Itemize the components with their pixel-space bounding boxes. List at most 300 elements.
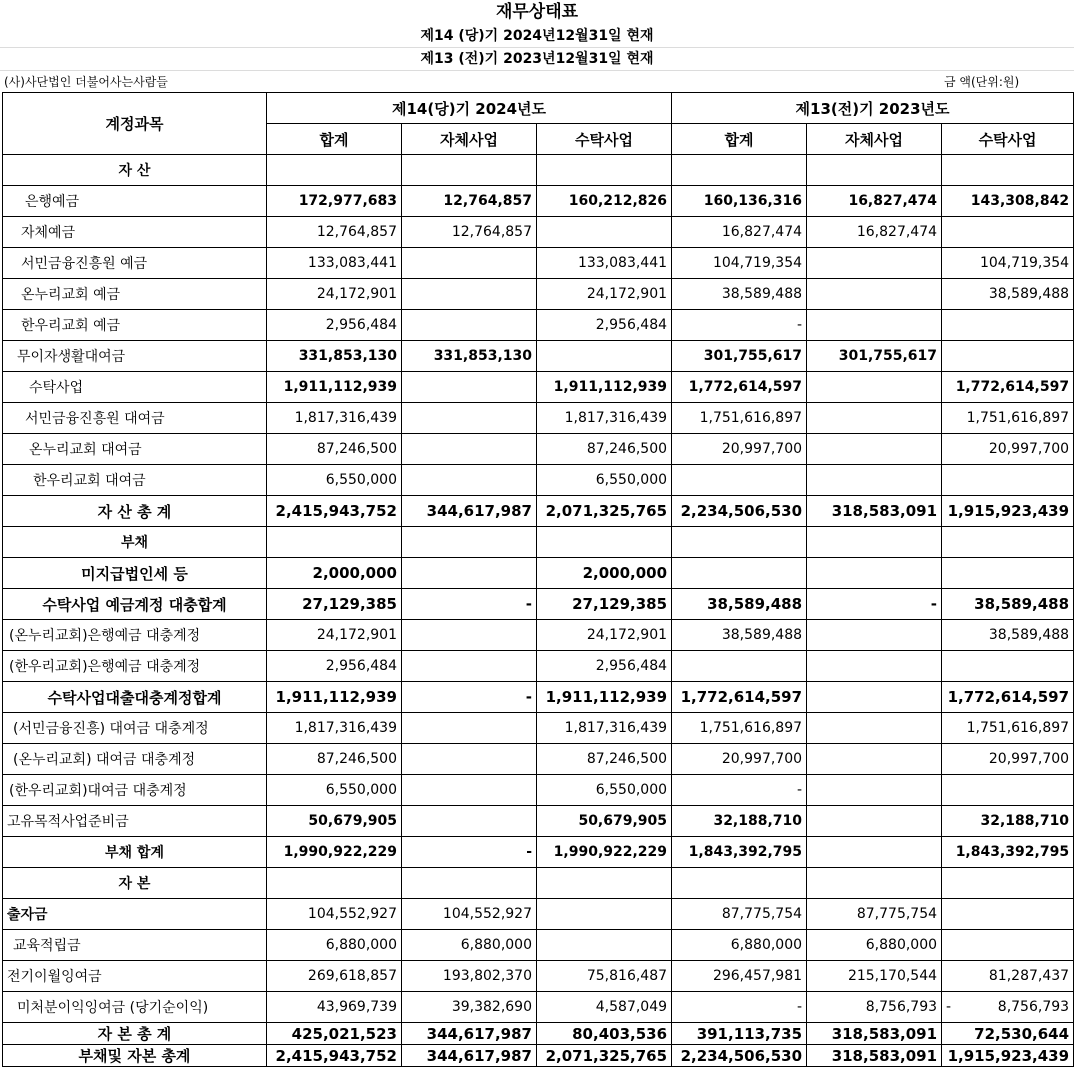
amount-cell: [942, 496, 1074, 527]
account-label: 온누리교회 예금: [3, 279, 267, 310]
amount-cell: [672, 682, 807, 713]
amount-value: 1,911,112,939: [283, 379, 397, 395]
amount-cell: [807, 992, 942, 1023]
amount-cell: [402, 992, 537, 1023]
amount-value: 2,000,000: [582, 564, 668, 582]
table-row: [3, 403, 1074, 434]
amount-cell: [942, 1045, 1074, 1067]
amount-cell: [672, 372, 807, 403]
amount-cell: [942, 806, 1074, 837]
amount-cell: [267, 744, 402, 775]
amount-cell: [807, 372, 942, 403]
amount-cell: [537, 527, 672, 558]
amount-cell: [537, 744, 672, 775]
amount-value: 8,756,793: [865, 999, 938, 1015]
amount-value: 38,589,488: [721, 286, 803, 302]
amount-value: 1,843,392,795: [955, 844, 1070, 860]
current-period-header: 제14(당)기 2024년도: [267, 93, 672, 124]
amount-value: 24,172,901: [586, 627, 668, 643]
amount-cell: [672, 186, 807, 217]
amount-value: 344,617,987: [426, 502, 532, 520]
amount-value: 1,915,923,439: [947, 502, 1070, 520]
amount-value: 20,997,700: [721, 751, 803, 767]
amount-cell: [942, 155, 1074, 186]
amount-cell: [402, 341, 537, 372]
amount-cell: [402, 1045, 537, 1067]
amount-cell: [807, 496, 942, 527]
amount-cell: [402, 372, 537, 403]
amount-value: 1,772,614,597: [688, 379, 803, 395]
table-row: [3, 930, 1074, 961]
amount-cell: [402, 775, 537, 806]
account-label: 고유목적사업준비금: [3, 806, 267, 837]
amount-value: -: [930, 595, 938, 613]
amount-value: 80,403,536: [572, 1024, 668, 1043]
amount-cell: [267, 899, 402, 930]
amount-cell: [942, 465, 1074, 496]
table-row: [3, 155, 1074, 186]
account-label: 온누리교회 대여금: [3, 434, 267, 465]
amount-cell: [402, 186, 537, 217]
amount-cell: [267, 1045, 402, 1067]
amount-cell: [267, 713, 402, 744]
amount-cell: [537, 186, 672, 217]
amount-value: 16,827,474: [848, 193, 938, 209]
account-column-header: 계정과목: [3, 93, 267, 155]
account-label: (온누리교회)은행예금 대충계정: [3, 620, 267, 651]
amount-cell: [537, 1045, 672, 1067]
amount-value: 301,755,617: [838, 348, 938, 364]
amount-cell: [807, 837, 942, 868]
amount-value: 16,827,474: [856, 224, 938, 240]
amount-cell: [672, 403, 807, 434]
amount-cell: [537, 279, 672, 310]
amount-cell: [672, 1045, 807, 1067]
amount-cell: [672, 558, 807, 589]
amount-value: 6,880,000: [730, 937, 803, 953]
amount-cell: [672, 837, 807, 868]
amount-cell: [672, 620, 807, 651]
amount-value: 301,755,617: [703, 348, 803, 364]
amount-value: 2,000,000: [312, 564, 397, 582]
amount-cell: [267, 651, 402, 682]
current-period-line: 제14 (당)기 2024년12월31일 현재: [0, 25, 1074, 48]
amount-value: 1,817,316,439: [294, 720, 397, 736]
amount-cell: [672, 713, 807, 744]
account-label: 은행예금: [3, 186, 267, 217]
amount-cell: [807, 465, 942, 496]
amount-cell: [807, 651, 942, 682]
amount-cell: [267, 155, 402, 186]
amount-value: 87,246,500: [316, 441, 397, 457]
amount-cell: [672, 496, 807, 527]
amount-cell: [537, 992, 672, 1023]
amount-cell: [537, 868, 672, 899]
amount-value: 104,552,927: [442, 906, 532, 922]
statement-title: 재무상태표: [495, 2, 579, 22]
amount-cell: [537, 589, 672, 620]
amount-value: 2,956,484: [325, 658, 397, 674]
amount-cell: [267, 310, 402, 341]
amount-cell: [267, 341, 402, 372]
amount-cell: [402, 744, 537, 775]
amount-value: 2,415,943,752: [275, 502, 397, 520]
amount-cell: [807, 217, 942, 248]
amount-cell: [672, 465, 807, 496]
amount-cell: [672, 248, 807, 279]
amount-value: 104,719,354: [979, 255, 1070, 271]
table-row: [3, 1023, 1074, 1045]
table-row: [3, 713, 1074, 744]
amount-cell: [402, 930, 537, 961]
amount-value: 2,234,506,530: [680, 1046, 803, 1065]
amount-value: 2,956,484: [595, 317, 668, 333]
amount-value: 72,530,644: [974, 1024, 1070, 1043]
amount-cell: [267, 682, 402, 713]
amount-cell: [402, 527, 537, 558]
account-label: 부채및 자본 총계: [3, 1045, 267, 1067]
amount-cell: [402, 651, 537, 682]
account-label: 수탁사업대출대충계정합계: [3, 682, 267, 713]
amount-value: 87,246,500: [586, 441, 668, 457]
amount-cell: [537, 775, 672, 806]
amount-value: 133,083,441: [577, 255, 668, 271]
amount-value: 38,589,488: [707, 595, 803, 613]
amount-cell: [807, 341, 942, 372]
amount-value: 344,617,987: [426, 1046, 532, 1065]
amount-cell: [807, 713, 942, 744]
account-label: 자 본: [3, 868, 267, 899]
organization-name: (사)사단법인 더불어사는사람들: [4, 75, 168, 89]
amount-value: 1,751,616,897: [966, 410, 1070, 426]
amount-value: 1,911,112,939: [553, 379, 668, 395]
amount-cell: [267, 248, 402, 279]
amount-cell: [942, 651, 1074, 682]
table-row: [3, 341, 1074, 372]
sub-header: 합계: [672, 124, 807, 155]
amount-cell: [672, 961, 807, 992]
amount-cell: [267, 217, 402, 248]
amount-value: 38,589,488: [988, 286, 1070, 302]
amount-cell: [267, 465, 402, 496]
amount-value: 87,775,754: [856, 906, 938, 922]
account-label: 자 산: [3, 155, 267, 186]
amount-value: 38,589,488: [721, 627, 803, 643]
table-row: [3, 806, 1074, 837]
amount-cell: [942, 837, 1074, 868]
account-label: 수탁사업: [3, 372, 267, 403]
amount-value: 87,246,500: [316, 751, 397, 767]
amount-cell: [942, 217, 1074, 248]
account-label: 부채: [3, 527, 267, 558]
account-label: 서민금융진흥원 예금: [3, 248, 267, 279]
table-row: [3, 372, 1074, 403]
amount-value: 2,234,506,530: [680, 502, 803, 520]
amount-cell: [537, 217, 672, 248]
table-row: [3, 961, 1074, 992]
amount-value: 2,415,943,752: [275, 1046, 397, 1065]
amount-cell: [942, 899, 1074, 930]
amount-cell: [537, 310, 672, 341]
amount-cell: [672, 589, 807, 620]
table-row: [3, 899, 1074, 930]
amount-value: 20,997,700: [988, 441, 1070, 457]
amount-value: 50,679,905: [578, 813, 668, 829]
table-row: [3, 868, 1074, 899]
table-row: [3, 992, 1074, 1023]
amount-value: 2,071,325,765: [545, 502, 668, 520]
amount-cell: [267, 868, 402, 899]
amount-value: 1,817,316,439: [564, 410, 668, 426]
amount-cell: [672, 930, 807, 961]
amount-value: 38,589,488: [974, 595, 1070, 613]
amount-cell: [942, 744, 1074, 775]
amount-cell: [942, 992, 1074, 1023]
amount-cell: [807, 248, 942, 279]
amount-value: 331,853,130: [433, 348, 532, 364]
amount-cell: [942, 713, 1074, 744]
amount-cell: [402, 558, 537, 589]
table-row: [3, 651, 1074, 682]
amount-value: 81,287,437: [988, 968, 1070, 984]
amount-cell: [942, 620, 1074, 651]
amount-cell: [942, 248, 1074, 279]
amount-cell: [267, 434, 402, 465]
amount-cell: [402, 837, 537, 868]
account-label: 부채 합계: [3, 837, 267, 868]
amount-value: 4,587,049: [595, 999, 668, 1015]
amount-cell: [672, 992, 807, 1023]
amount-cell: [537, 713, 672, 744]
amount-cell: [537, 1023, 672, 1045]
amount-cell: [267, 589, 402, 620]
amount-cell: [672, 899, 807, 930]
amount-cell: [807, 403, 942, 434]
amount-value: 1,772,614,597: [680, 688, 803, 706]
amount-cell: [267, 1023, 402, 1045]
amount-cell: [672, 434, 807, 465]
amount-cell: [402, 465, 537, 496]
table-row: [3, 558, 1074, 589]
amount-cell: [402, 806, 537, 837]
table-row: [3, 620, 1074, 651]
amount-value: 1,843,392,795: [688, 844, 803, 860]
table-row: [3, 496, 1074, 527]
account-label: 한우리교회 대여금: [3, 465, 267, 496]
amount-cell: [267, 403, 402, 434]
amount-cell: [267, 372, 402, 403]
amount-value: 6,880,000: [865, 937, 938, 953]
amount-cell: [402, 279, 537, 310]
amount-cell: [537, 837, 672, 868]
amount-cell: [267, 992, 402, 1023]
amount-value: 344,617,987: [426, 1024, 532, 1043]
account-label: (온누리교회) 대여금 대충계정: [3, 744, 267, 775]
amount-cell: [672, 651, 807, 682]
account-label: 자 본 총 계: [3, 1023, 267, 1045]
amount-cell: [537, 961, 672, 992]
table-row: [3, 775, 1074, 806]
amount-value: 6,550,000: [325, 472, 397, 488]
amount-cell: [402, 217, 537, 248]
amount-value: 425,021,523: [291, 1024, 397, 1043]
amount-cell: [672, 155, 807, 186]
previous-period-header: 제13(전)기 2023년도: [672, 93, 1074, 124]
amount-value: 12,764,857: [451, 224, 532, 240]
amount-cell: [267, 837, 402, 868]
amount-cell: [537, 403, 672, 434]
amount-value: 27,129,385: [572, 595, 668, 613]
table-row: [3, 434, 1074, 465]
amount-cell: [807, 434, 942, 465]
amount-value: 318,583,091: [831, 502, 938, 520]
amount-value: 1,911,112,939: [275, 688, 397, 706]
amount-cell: [537, 341, 672, 372]
amount-cell: [537, 248, 672, 279]
amount-cell: [807, 806, 942, 837]
amount-cell: [807, 558, 942, 589]
amount-cell: [807, 589, 942, 620]
unit-label: 금 액(단위:원): [944, 75, 1020, 89]
amount-value: 39,382,690: [451, 999, 532, 1015]
table-row: [3, 1045, 1074, 1067]
table-row: [3, 744, 1074, 775]
amount-value: 1,751,616,897: [699, 410, 803, 426]
amount-cell: [807, 1045, 942, 1067]
amount-cell: [402, 620, 537, 651]
amount-cell: [942, 930, 1074, 961]
account-label: 서민금융진흥원 대여금: [3, 403, 267, 434]
amount-value: 172,977,683: [298, 193, 397, 209]
amount-cell: [672, 744, 807, 775]
amount-cell: [942, 434, 1074, 465]
amount-value: 87,775,754: [721, 906, 803, 922]
amount-cell: [672, 527, 807, 558]
amount-cell: [807, 868, 942, 899]
amount-value: 1,990,922,229: [553, 844, 668, 860]
amount-value: 38,589,488: [988, 627, 1070, 643]
amount-cell: [402, 899, 537, 930]
amount-cell: [267, 279, 402, 310]
account-label: 전기이월잉여금: [3, 961, 267, 992]
amount-cell: [942, 186, 1074, 217]
amount-cell: [402, 589, 537, 620]
amount-value: 24,172,901: [316, 286, 397, 302]
account-label: 미처분이익잉여금 (당기순이익): [3, 992, 267, 1023]
amount-cell: [942, 868, 1074, 899]
amount-cell: [537, 806, 672, 837]
amount-value: 6,880,000: [460, 937, 532, 953]
amount-cell: [942, 961, 1074, 992]
amount-cell: [942, 682, 1074, 713]
amount-cell: [672, 868, 807, 899]
amount-cell: [402, 682, 537, 713]
amount-cell: [267, 775, 402, 806]
amount-value: 16,827,474: [721, 224, 803, 240]
negative-mark: -: [946, 999, 952, 1015]
amount-cell: [267, 961, 402, 992]
amount-cell: [402, 310, 537, 341]
amount-cell: [537, 651, 672, 682]
amount-cell: [807, 620, 942, 651]
amount-value: 32,188,710: [980, 813, 1070, 829]
amount-value: 1,817,316,439: [564, 720, 668, 736]
amount-value: -: [796, 317, 803, 333]
amount-value: 20,997,700: [721, 441, 803, 457]
amount-cell: [537, 372, 672, 403]
amount-value: 1,751,616,897: [699, 720, 803, 736]
amount-cell: [942, 589, 1074, 620]
amount-cell: [807, 899, 942, 930]
amount-value: 215,170,544: [847, 968, 938, 984]
amount-value: 12,764,857: [316, 224, 397, 240]
amount-cell: [807, 279, 942, 310]
amount-cell: [672, 775, 807, 806]
amount-value: 296,457,981: [712, 968, 803, 984]
table-row: [3, 248, 1074, 279]
amount-cell: [267, 558, 402, 589]
table-row: [3, 186, 1074, 217]
sub-header: 수탁사업: [537, 124, 672, 155]
amount-value: 24,172,901: [586, 286, 668, 302]
previous-period-line: 제13 (전)기 2023년12월31일 현재: [0, 48, 1074, 71]
amount-value: 87,246,500: [586, 751, 668, 767]
amount-value: 104,552,927: [307, 906, 397, 922]
amount-cell: [537, 620, 672, 651]
account-label: (한우리교회)대여금 대충계정: [3, 775, 267, 806]
account-label: 미지급법인세 등: [3, 558, 267, 589]
account-label: 출자금: [3, 899, 267, 930]
amount-cell: [942, 775, 1074, 806]
amount-value: 75,816,487: [586, 968, 668, 984]
table-row: [3, 682, 1074, 713]
amount-value: 160,136,316: [703, 193, 803, 209]
amount-value: -: [525, 595, 532, 613]
amount-value: 8,756,793: [997, 999, 1070, 1015]
amount-value: 1,772,614,597: [947, 688, 1070, 706]
amount-cell: [267, 806, 402, 837]
amount-cell: [537, 682, 672, 713]
balance-sheet-table: [2, 92, 1074, 1067]
amount-cell: [267, 496, 402, 527]
amount-value: 133,083,441: [307, 255, 397, 271]
amount-value: 318,583,091: [831, 1046, 938, 1065]
amount-value: 1,772,614,597: [955, 379, 1070, 395]
amount-cell: [807, 930, 942, 961]
amount-cell: [807, 682, 942, 713]
amount-cell: [402, 434, 537, 465]
amount-cell: [537, 558, 672, 589]
amount-cell: [942, 341, 1074, 372]
amount-value: 1,817,316,439: [294, 410, 397, 426]
amount-cell: [807, 527, 942, 558]
account-label: 한우리교회 예금: [3, 310, 267, 341]
amount-value: -: [525, 688, 532, 706]
amount-cell: [672, 341, 807, 372]
amount-cell: [267, 930, 402, 961]
amount-cell: [672, 1023, 807, 1045]
amount-cell: [807, 961, 942, 992]
amount-cell: [402, 713, 537, 744]
amount-cell: [672, 217, 807, 248]
amount-value: 1,911,112,939: [545, 688, 668, 706]
amount-cell: [942, 527, 1074, 558]
amount-value: 2,071,325,765: [545, 1046, 668, 1065]
amount-cell: [942, 403, 1074, 434]
account-label: 자 산 총 계: [3, 496, 267, 527]
amount-value: 32,188,710: [713, 813, 803, 829]
amount-value: 6,550,000: [595, 472, 668, 488]
